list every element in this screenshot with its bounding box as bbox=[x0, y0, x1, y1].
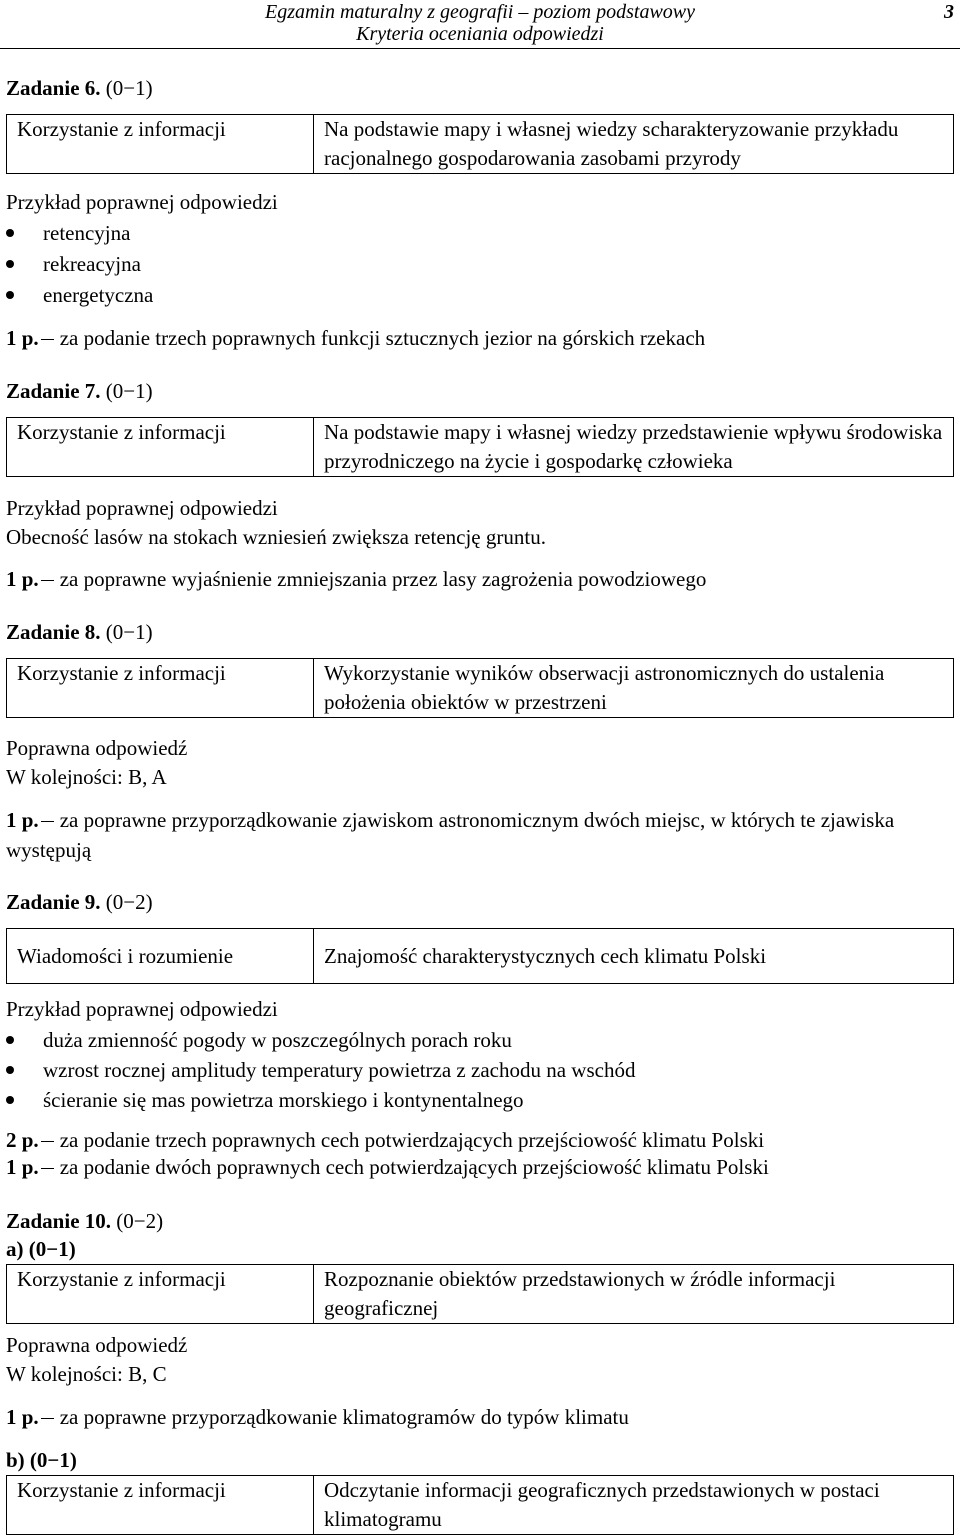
task-6-answer-heading: Przykład poprawnej odpowiedzi bbox=[6, 190, 278, 214]
task-8-area: Korzystanie z informacji bbox=[7, 659, 314, 718]
task-8-answer-text: W kolejności: B, A bbox=[6, 765, 167, 789]
task-10a-requirement: Rozpoznanie obiektów przedstawionych w źródle informacji geograficznej bbox=[314, 1265, 954, 1324]
task-7-requirement: Na podstawie mapy i własnej wiedzy przedstawienie wpływu środowiska przyrodniczego na życie i gospodarkę człowieka bbox=[314, 418, 954, 477]
task-10a-area: Korzystanie z informacji bbox=[7, 1265, 314, 1324]
task-10b-criteria-table bbox=[6, 1475, 954, 1535]
task-10b-requirement: Odczytanie informacji geograficznych przedstawionych w postaci klimatogramu bbox=[314, 1476, 954, 1535]
task-7-answer-heading: Przykład poprawnej odpowiedzi bbox=[6, 496, 278, 520]
task-8-requirement: Wykorzystanie wyników obserwacji astronomicznych do ustalenia położenia obiektów w przestrzeni bbox=[314, 659, 954, 718]
bullet-icon bbox=[6, 1096, 14, 1104]
task-7-area: Korzystanie z informacji bbox=[7, 418, 314, 477]
task-8-scoring: 1 p. za poprawne przyporządkowanie zjawiskom astronomicznym dwóch miejsc, w których te zjawiska występują bbox=[6, 808, 895, 862]
task-6-scoring: 1 p. za podanie trzech poprawnych funkcji sztucznych jezior na górskich rzekach bbox=[6, 326, 706, 350]
task-10b-area: Korzystanie z informacji bbox=[7, 1476, 314, 1535]
task-7-criteria-table bbox=[6, 417, 954, 477]
task-9-scoring-1p: 1 p. za podanie dwóch poprawnych cech potwierdzających przejściowość klimatu Polski bbox=[6, 1155, 769, 1179]
task-10-title: Zadanie 10. (0−2) bbox=[6, 1209, 164, 1233]
bullet-icon bbox=[6, 229, 14, 237]
task-9-criteria-table bbox=[6, 928, 954, 984]
task-10a-answer-text: W kolejności: B, C bbox=[6, 1362, 167, 1386]
task-8-criteria-table bbox=[6, 658, 954, 718]
task-9-answer-heading: Przykład poprawnej odpowiedzi bbox=[6, 997, 278, 1021]
task-7-scoring: 1 p. za poprawne wyjaśnienie zmniejszania przez lasy zagrożenia powodziowego bbox=[6, 567, 707, 591]
task-7-answer-text: Obecność lasów na stokach wzniesień zwiększa retencję gruntu. bbox=[6, 525, 546, 549]
task-10a-scoring: 1 p. za poprawne przyporządkowanie klimatogramów do typów klimatu bbox=[6, 1405, 629, 1429]
bullet-icon bbox=[6, 1066, 14, 1074]
task-10b-label: b) (0−1) bbox=[6, 1448, 77, 1472]
task-8-answer-heading: Poprawna odpowiedź bbox=[6, 736, 188, 760]
task-10a-criteria-table bbox=[6, 1264, 954, 1324]
bullet-icon bbox=[6, 1036, 14, 1044]
task-9-requirement: Znajomość charakterystycznych cech klimatu Polski bbox=[314, 929, 954, 984]
task-9-title: Zadanie 9. (0−2) bbox=[6, 890, 153, 914]
task-7-title: Zadanie 7. (0−1) bbox=[6, 379, 153, 403]
task-6-requirement: Na podstawie mapy i własnej wiedzy scharakteryzowanie przykładu racjonalnego gospodarowania zasobami przyrody bbox=[314, 115, 954, 174]
task-9-area: Wiadomości i rozumienie bbox=[7, 929, 314, 984]
header-subtitle: Kryteria oceniania odpowiedzi bbox=[356, 23, 604, 45]
header-exam-title: Egzamin maturalny z geografii – poziom podstawowy bbox=[264, 1, 695, 23]
page-number: 3 bbox=[944, 1, 954, 23]
exam-answer-key-page: Egzamin maturalny z geografii – poziom podstawowy Kryteria oceniania odpowiedzi 3 Zadanie 6. (0−1) Korzystanie z informacji Na podstawie mapy i własnej wiedzy scharakteryzowanie przykładu racjonalnego gospodarowania zasobami przyrody Przykład poprawnej odpowiedzi retencyjna rekreacyjna energetyczna 1 p. za podanie trzech poprawnych funkcji sztucznych jezior na górskich rzekach Zadanie 7. (0−1) Korzystanie z informacji Na podstawie mapy i własnej wiedzy przedstawienie wpływu środowiska przyrodniczego na życie i gospodarkę człowieka Przykład poprawnej odpowiedzi Obecność lasów na stokach wzniesień zwiększa retencję gruntu. 1 p. za poprawne wyjaśnienie zmniejszania przez lasy zagrożenia powodziowego Zadanie 8. (0−1) Korzystanie z informacji Wykorzystanie wyników obserwacji astronomicznych do ustalenia położenia obiektów w przestrzeni Poprawna odpowiedź W kolejności: B, A 1 p. za poprawne przyporządkowanie zjawiskom astronomicznym dwóch miejsc, w których te zjawiska występują Zadanie 9. (0−2) Wiadomości i rozumienie Znajomość charakterystycznych cech klimatu Polski Przykład poprawnej odpowiedzi duża zmienność pogody w poszczególnych porach roku wzrost rocznej amplitudy temperatury powietrza z zachodu na wschód ścieranie się mas powietrza morskiego i kontynentalnego 2 p. za podanie trzech poprawnych cech potwierdzających przejściowość klimatu Polski 1 p. za podanie dwóch poprawnych cech potwierdzających przejściowość klimatu Polski Zadanie 10. (0−2) a) (0−1) Korzystanie z informacji Rozpoznanie obiektów przedstawionych w źródle informacji geograficznej Poprawna odpowiedź W kolejności: B, C 1 p. za poprawne przyporządkowanie klimatogramów do typów klimatu b) (0−1) Korzystanie z informacji Odczytanie informacji geograficznych przedstawionych w postaci klimatogramu bbox=[0, 0, 960, 1534]
bullet-icon bbox=[6, 260, 14, 268]
task-6-title: Zadanie 6. (0−1) bbox=[6, 76, 153, 100]
task-8-title: Zadanie 8. (0−1) bbox=[6, 620, 153, 644]
task-10a-answer-heading: Poprawna odpowiedź bbox=[6, 1333, 188, 1357]
task-10a-label: a) (0−1) bbox=[6, 1237, 76, 1261]
task-9-scoring-2p: 2 p. za podanie trzech poprawnych cech potwierdzających przejściowość klimatu Polski bbox=[6, 1128, 765, 1152]
bullet-icon bbox=[6, 291, 14, 299]
task-6-area: Korzystanie z informacji bbox=[7, 115, 314, 174]
task-6-criteria-table bbox=[6, 114, 954, 174]
page-header bbox=[0, 0, 960, 49]
